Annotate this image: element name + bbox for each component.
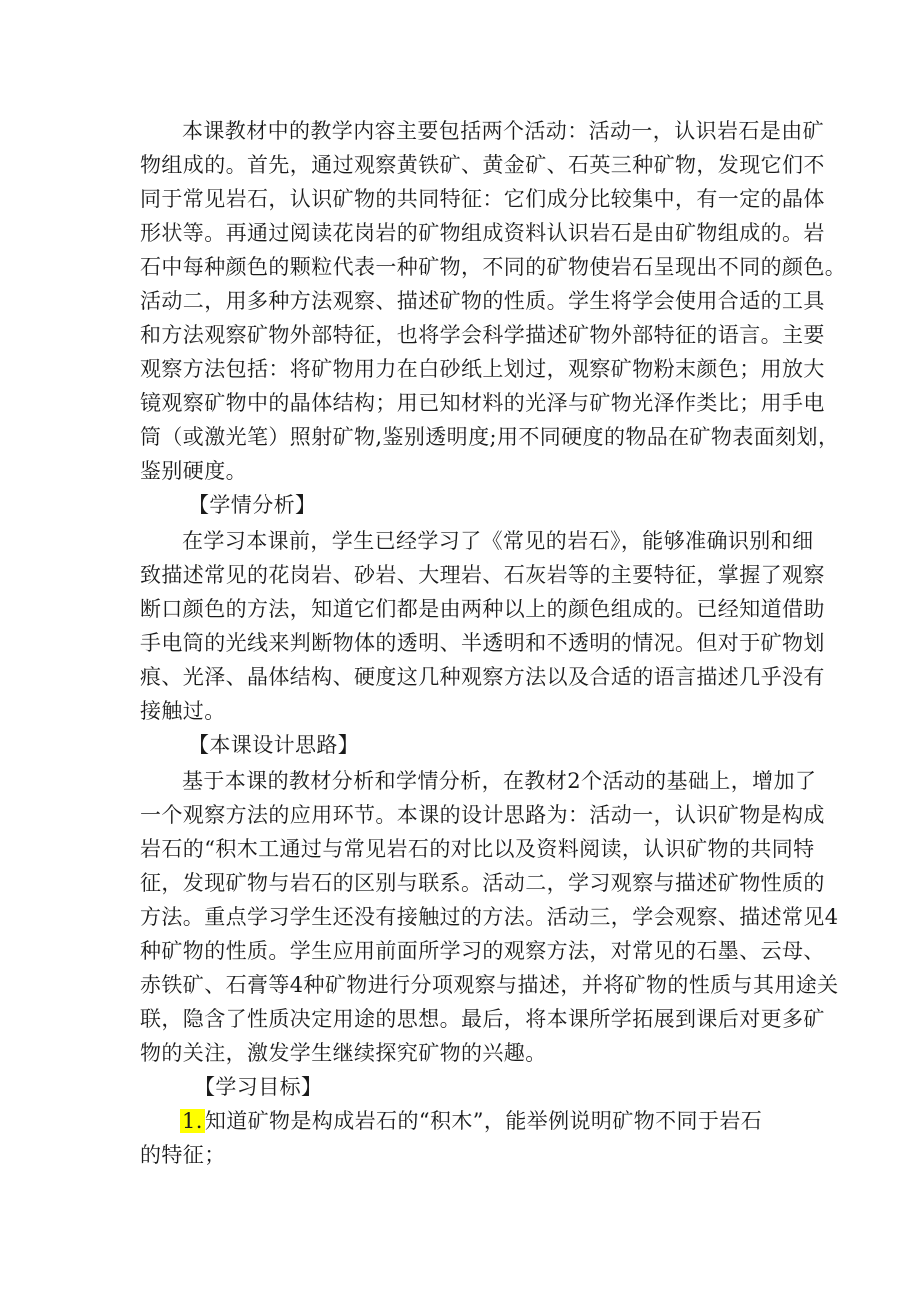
goal-1-line-1	[180, 1106, 762, 1136]
learning-line-1: 在学习本课前，学生已经学习了《常见的岩石》，能够准确识别和细	[182, 529, 814, 553]
intro-line-2: 物组成的。首先，通过观察黄铁矿、黄金矿、石英三种矿物，发现它们不	[140, 153, 825, 177]
heading-learning-goals: 【学习目标】	[194, 1075, 323, 1099]
intro-line-1: 本课教材中的教学内容主要包括两个活动：活动一，认识岩石是由矿	[182, 119, 824, 143]
design-line-6: 种矿物的性质。学生应用前面所学习的观察方法，对常见的石墨、云母、	[140, 939, 825, 963]
design-line-8: 联，隐含了性质决定用途的思想。最后，将本课所学拓展到课后对更多矿	[140, 1007, 825, 1031]
goal-1-number-highlight: 1.	[182, 1109, 203, 1133]
design-line-9: 物的关注，激发学生继续探究矿物的兴趣。	[140, 1041, 547, 1065]
design-line-5: 方法。重点学习学生还没有接触过的方法。活动三，学会观察、描述常见4	[140, 905, 839, 929]
intro-line-11: 鉴别硬度。	[140, 459, 247, 483]
intro-line-4: 形状等。再通过阅读花岗岩的矿物组成资料认识岩石是由矿物组成的。岩	[140, 221, 825, 245]
intro-line-6: 活动二，用多种方法观察、描述矿物的性质。学生将学会使用合适的工具	[140, 289, 825, 313]
learning-line-4: 手电筒的光线来判断物体的透明、半透明和不透明的情况。但对于矿物划	[140, 631, 825, 655]
learning-line-5: 痕、光泽、晶体结构、硬度这几种观察方法以及合适的语言描述几乎没有	[140, 665, 825, 689]
intro-line-8: 观察方法包括：将矿物用力在白砂纸上划过，观察矿物粉末颜色；用放大	[140, 357, 825, 381]
learning-line-6: 接触过。	[140, 699, 226, 723]
intro-line-5: 石中每种颜色的颗粒代表一种矿物，不同的矿物使岩石呈现出不同的颜色。	[140, 255, 847, 279]
design-line-3: 岩石的“积木工通过与常见岩石的对比以及资料阅读，认识矿物的共同特	[140, 837, 815, 861]
intro-line-9: 镜观察矿物中的晶体结构；用已知材料的光泽与矿物光泽作类比；用手电	[140, 391, 825, 415]
intro-line-7: 和方法观察矿物外部特征，也将学会科学描述矿物外部特征的语言。主要	[140, 323, 825, 347]
heading-design-ideas: 【本课设计思路】	[188, 733, 360, 757]
design-line-1: 基于本课的教材分析和学情分析，在教材2个活动的基础上，增加了	[182, 769, 817, 793]
design-line-4: 征，发现矿物与岩石的区别与联系。活动二，学习观察与描述矿物性质的	[140, 871, 825, 895]
design-line-7: 赤铁矿、石膏等4种矿物进行分项观察与描述，并将矿物的性质与其用途关	[140, 973, 839, 997]
intro-line-10: 筒（或激光笔）照射矿物,鉴别透明度;用不同硬度的物品在矿物表面刻划，	[140, 425, 840, 449]
intro-line-3: 同于常见岩石，认识矿物的共同特征：它们成分比较集中，有一定的晶体	[140, 187, 825, 211]
learning-line-2: 致描述常见的花岗岩、砂岩、大理岩、石灰岩等的主要特征，掌握了观察	[140, 563, 825, 587]
heading-learning-analysis: 【学情分析】	[188, 493, 317, 517]
goal-1-text: 知道矿物是构成岩石的“积木”，能举例说明矿物不同于岩石	[204, 1109, 763, 1133]
learning-line-3: 断口颜色的方法，知道它们都是由两种以上的颜色组成的。已经知道借助	[140, 597, 825, 621]
goal-1-line-2: 的特征；	[140, 1143, 226, 1167]
design-line-2: 一个观察方法的应用环节。本课的设计思路为：活动一，认识矿物是构成	[140, 803, 825, 827]
